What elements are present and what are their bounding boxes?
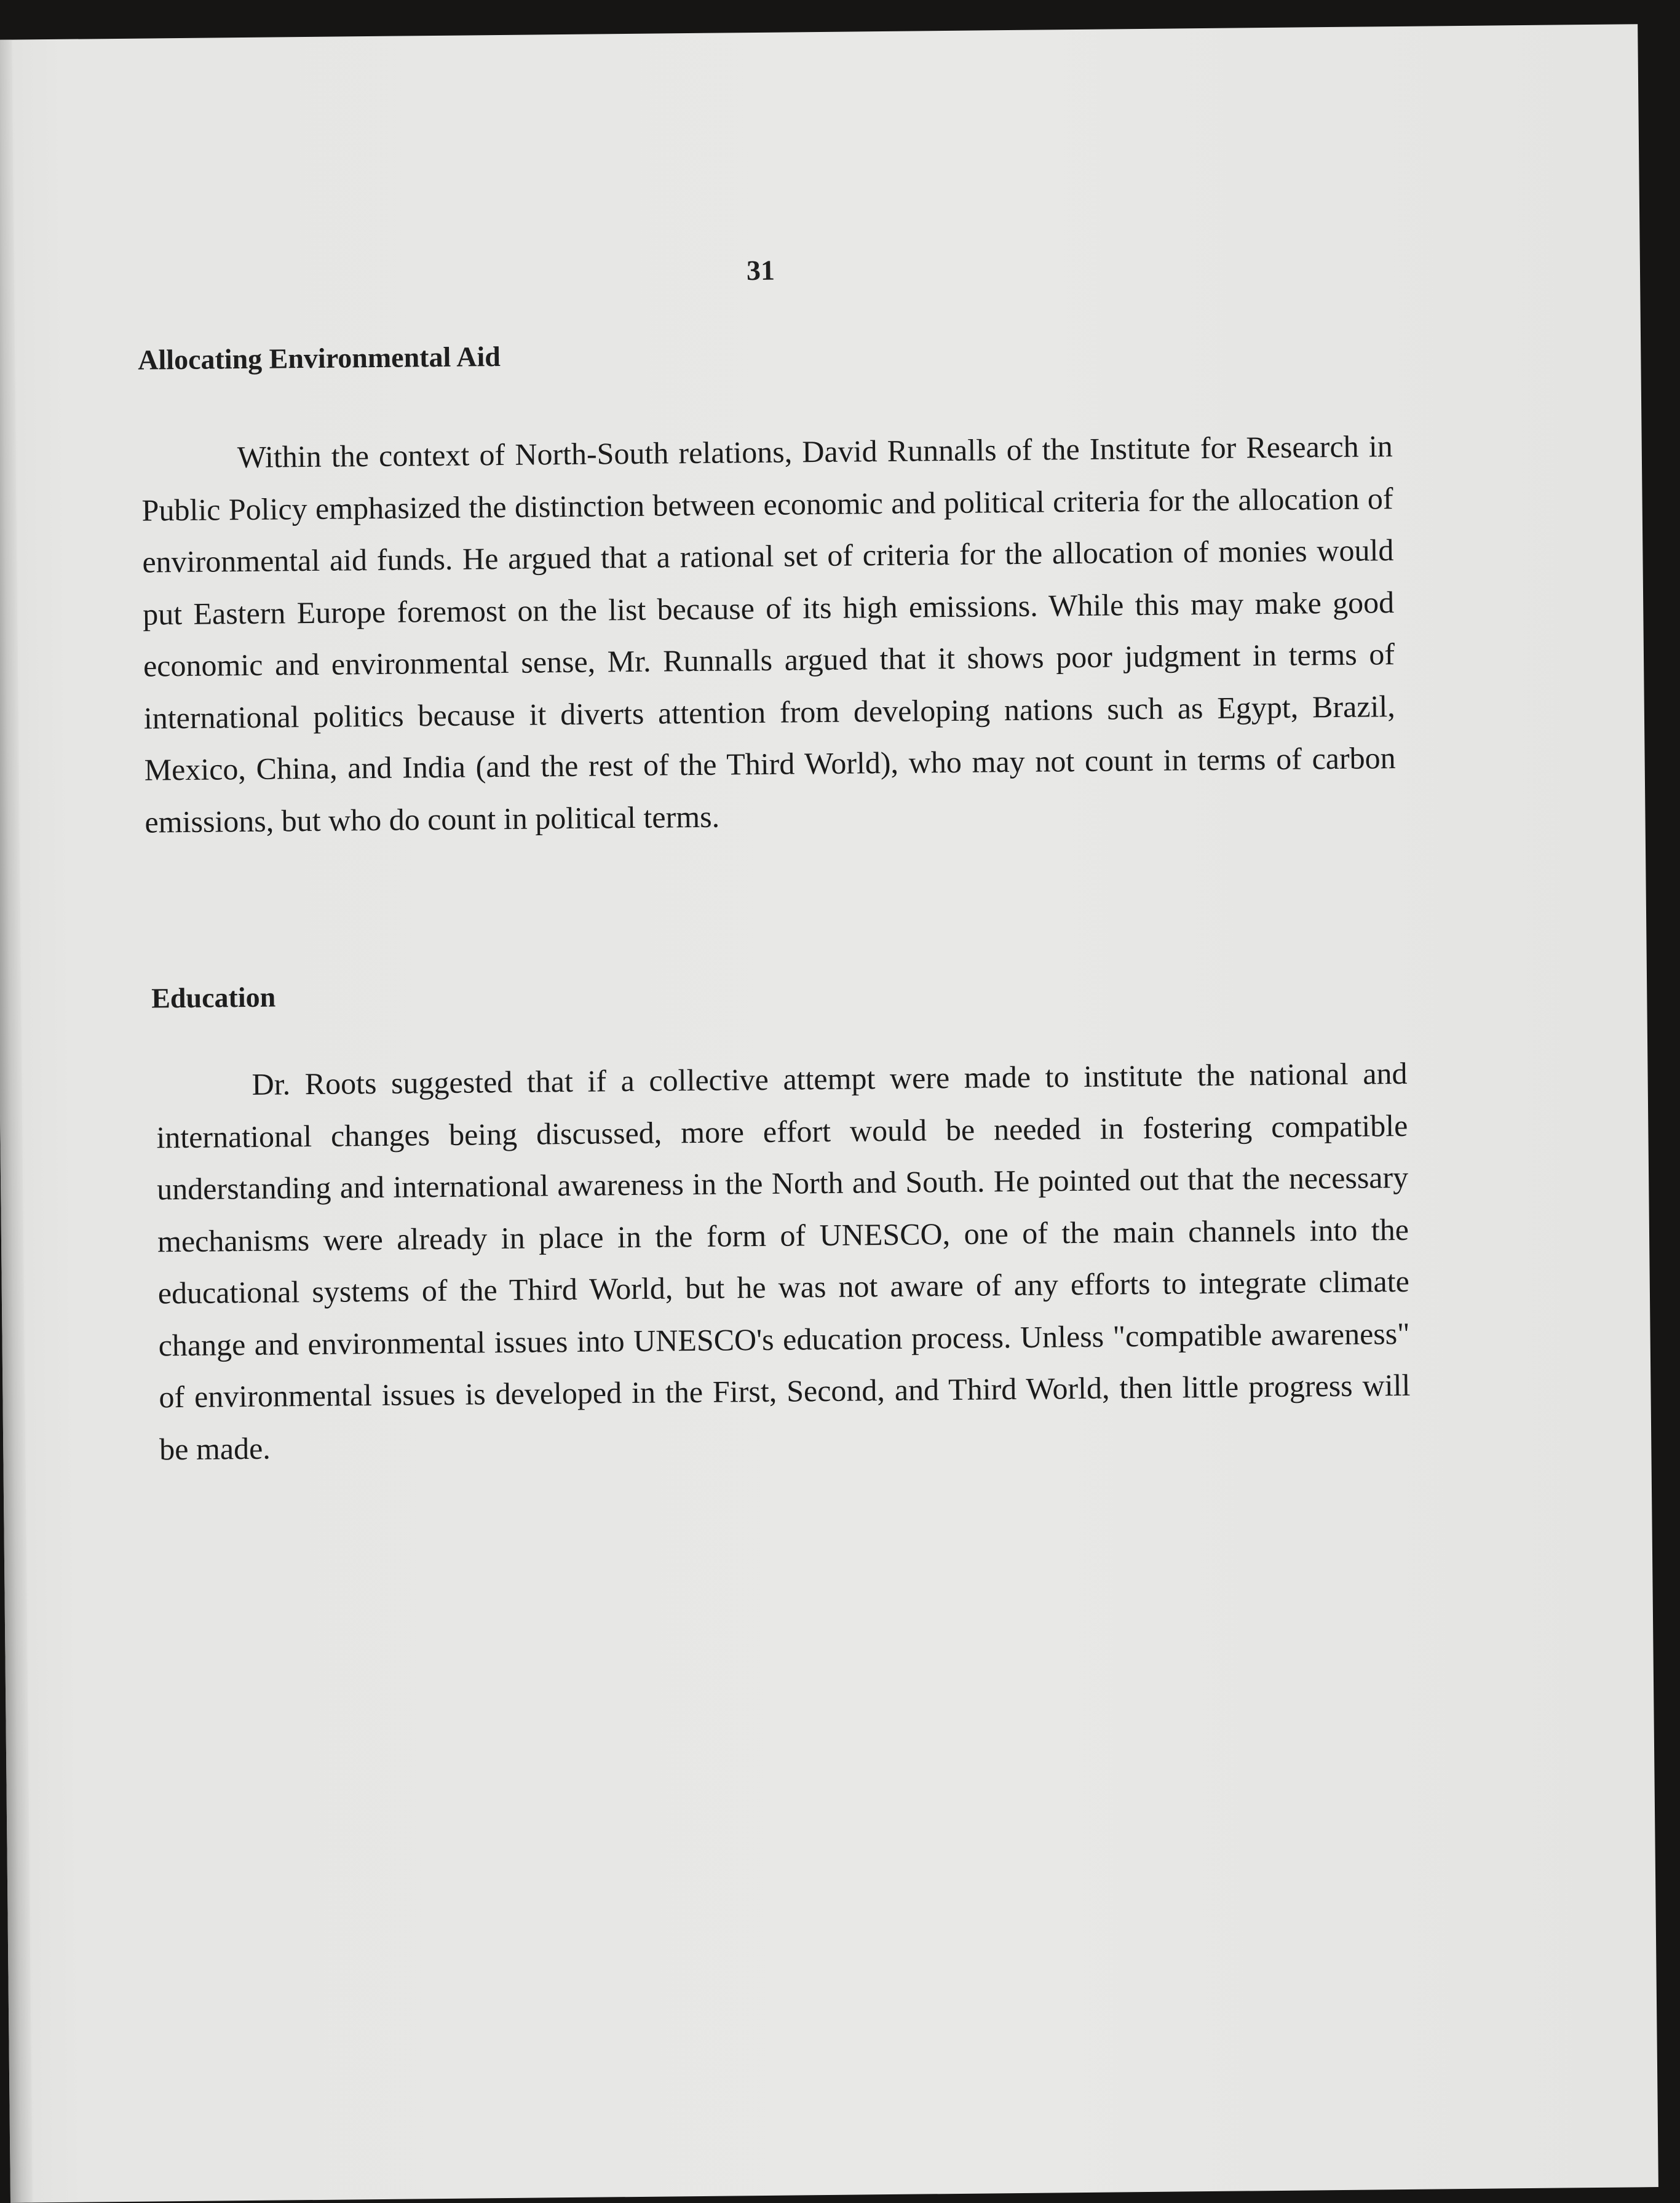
paragraph-text: Dr. Roots suggested that if a collective attempt were made to institute the national and international changes being discussed, more effort would be needed in fostering compatible understanding and international awareness in the North and South. He pointed out that the necessary mechanisms were already in place in the form of UNESCO, one of the main channels into the educational systems of the Third World, but he was not aware of any efforts to integrate climate change and environmental issues into UNESCO's education process. Unless "compatible awareness" of environmental issues is developed in the First, Second, and Third World, then little progress will be made. <box>156 1055 1411 1466</box>
section-heading-allocating-aid: Allocating Environmental Aid <box>138 340 501 376</box>
document-page <box>0 24 1658 2203</box>
paragraph-text: Within the context of North-South relations, David Runnalls of the Institute for Research in Public Policy emphasized the distinction between economic and political criteria for the allocation of environmental aid funds. He argued that a rational set of criteria for the allocation of monies would put Eastern Europe foremost on the list because of its high emissions. While this may make good economic and environmental sense, Mr. Runnalls argued that it shows poor judgment in terms of international politics because it diverts attention from developing nations such as Egypt, Brazil, Mexico, China, and India (and the rest of the Third World), who may not count in terms of carbon emissions, but who do count in political terms. <box>141 429 1396 840</box>
page-number: 31 <box>746 254 775 287</box>
section-heading-education: Education <box>151 981 276 1014</box>
binding-shadow <box>0 40 33 2203</box>
section-paragraph-education <box>156 1047 1411 1475</box>
paragraph-indent <box>141 467 237 468</box>
section-paragraph-allocating-aid <box>141 420 1396 848</box>
